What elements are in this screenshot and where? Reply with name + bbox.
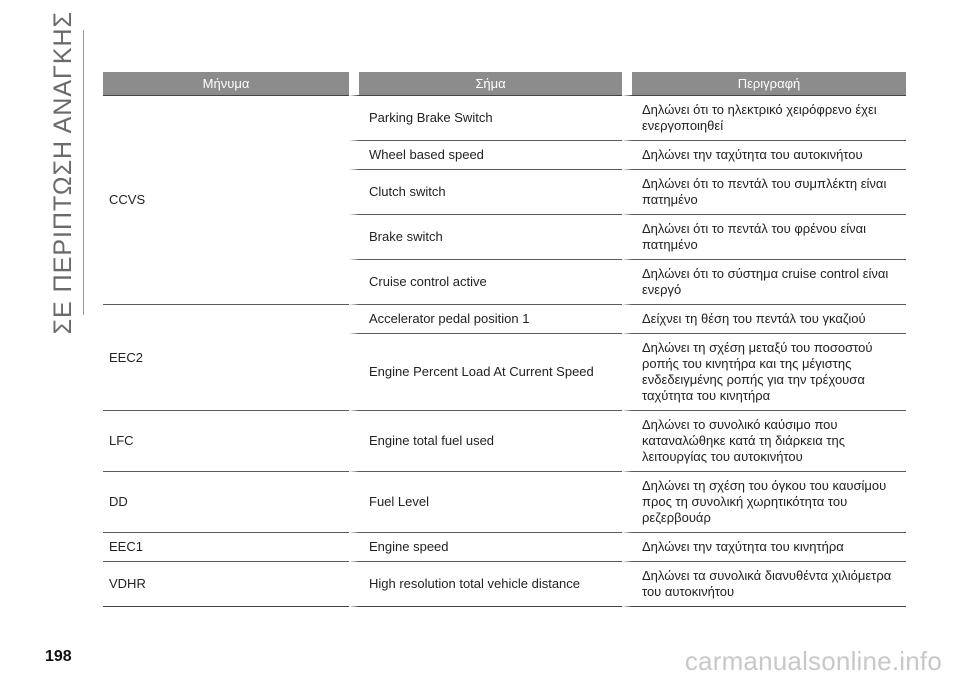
table-row xyxy=(103,95,906,141)
description-cell: Δηλώνει τη σχέση του όγκου του καυσίμου προς τη συνολική χωρητικότητα του ρεζερβουάρ xyxy=(622,472,906,533)
page-number: 198 xyxy=(45,648,72,665)
table-header-row xyxy=(103,72,906,95)
description-cell: Δηλώνει τη σχέση μεταξύ του ποσοστού ροπής του κινητήρα και της μέγιστης ενδεδειγμένης ροπής για την τρέχουσα ταχύτητα του κινητήρα xyxy=(622,334,906,411)
description-cell: Δηλώνει ότι το σύστημα cruise control είναι ενεργό xyxy=(622,260,906,305)
description-cell: Δηλώνει ότι το πεντάλ του συμπλέκτη είναι πατημένο xyxy=(622,170,906,215)
table-row xyxy=(103,472,906,533)
message-cell: EEC2 xyxy=(103,305,349,411)
description-cell: Δηλώνει το συνολικό καύσιμο που καταναλώθηκε κατά τη διάρκεια της λειτουργίας του αυτοκινήτου xyxy=(622,411,906,472)
signal-cell: Engine Percent Load At Current Speed xyxy=(349,334,622,411)
message-cell: CCVS xyxy=(103,95,349,305)
table-row xyxy=(103,411,906,472)
message-cell: EEC1 xyxy=(103,533,349,562)
description-cell: Δηλώνει την ταχύτητα του αυτοκινήτου xyxy=(622,141,906,170)
message-cell: LFC xyxy=(103,411,349,472)
section-side-title xyxy=(48,10,78,335)
signal-cell: Fuel Level xyxy=(349,472,622,533)
watermark: carmanualsonline.info xyxy=(684,646,942,676)
signal-table xyxy=(103,72,906,607)
table-body xyxy=(103,95,906,607)
description-cell: Δείχνει τη θέση του πεντάλ του γκαζιού xyxy=(622,305,906,334)
signal-cell: High resolution total vehicle distance xyxy=(349,562,622,607)
header-description: Περιγραφή xyxy=(622,72,906,95)
message-cell: VDHR xyxy=(103,562,349,607)
header-message: Μήνυμα xyxy=(103,72,349,95)
header-signal: Σήμα xyxy=(349,72,622,95)
signal-cell: Brake switch xyxy=(349,215,622,260)
signal-cell: Parking Brake Switch xyxy=(349,95,622,141)
signal-cell: Cruise control active xyxy=(349,260,622,305)
section-side-divider xyxy=(83,30,84,315)
description-cell: Δηλώνει ότι το πεντάλ του φρένου είναι πατημένο xyxy=(622,215,906,260)
table-row xyxy=(103,533,906,562)
signal-cell: Clutch switch xyxy=(349,170,622,215)
signal-cell: Accelerator pedal position 1 xyxy=(349,305,622,334)
description-cell: Δηλώνει ότι το ηλεκτρικό χειρόφρενο έχει ενεργοποιηθεί xyxy=(622,95,906,141)
signal-cell: Engine total fuel used xyxy=(349,411,622,472)
message-cell: DD xyxy=(103,472,349,533)
section-side-title-text: ΣΕ ΠΕΡΙΠΤΩΣΗ ΑΝΑΓΚΗΣ xyxy=(48,10,77,335)
table-row xyxy=(103,305,906,334)
description-cell: Δηλώνει την ταχύτητα του κινητήρα xyxy=(622,533,906,562)
description-cell: Δηλώνει τα συνολικά διανυθέντα χιλιόμετρα του αυτοκινήτου xyxy=(622,562,906,607)
signal-cell: Engine speed xyxy=(349,533,622,562)
signal-cell: Wheel based speed xyxy=(349,141,622,170)
table-row xyxy=(103,562,906,607)
